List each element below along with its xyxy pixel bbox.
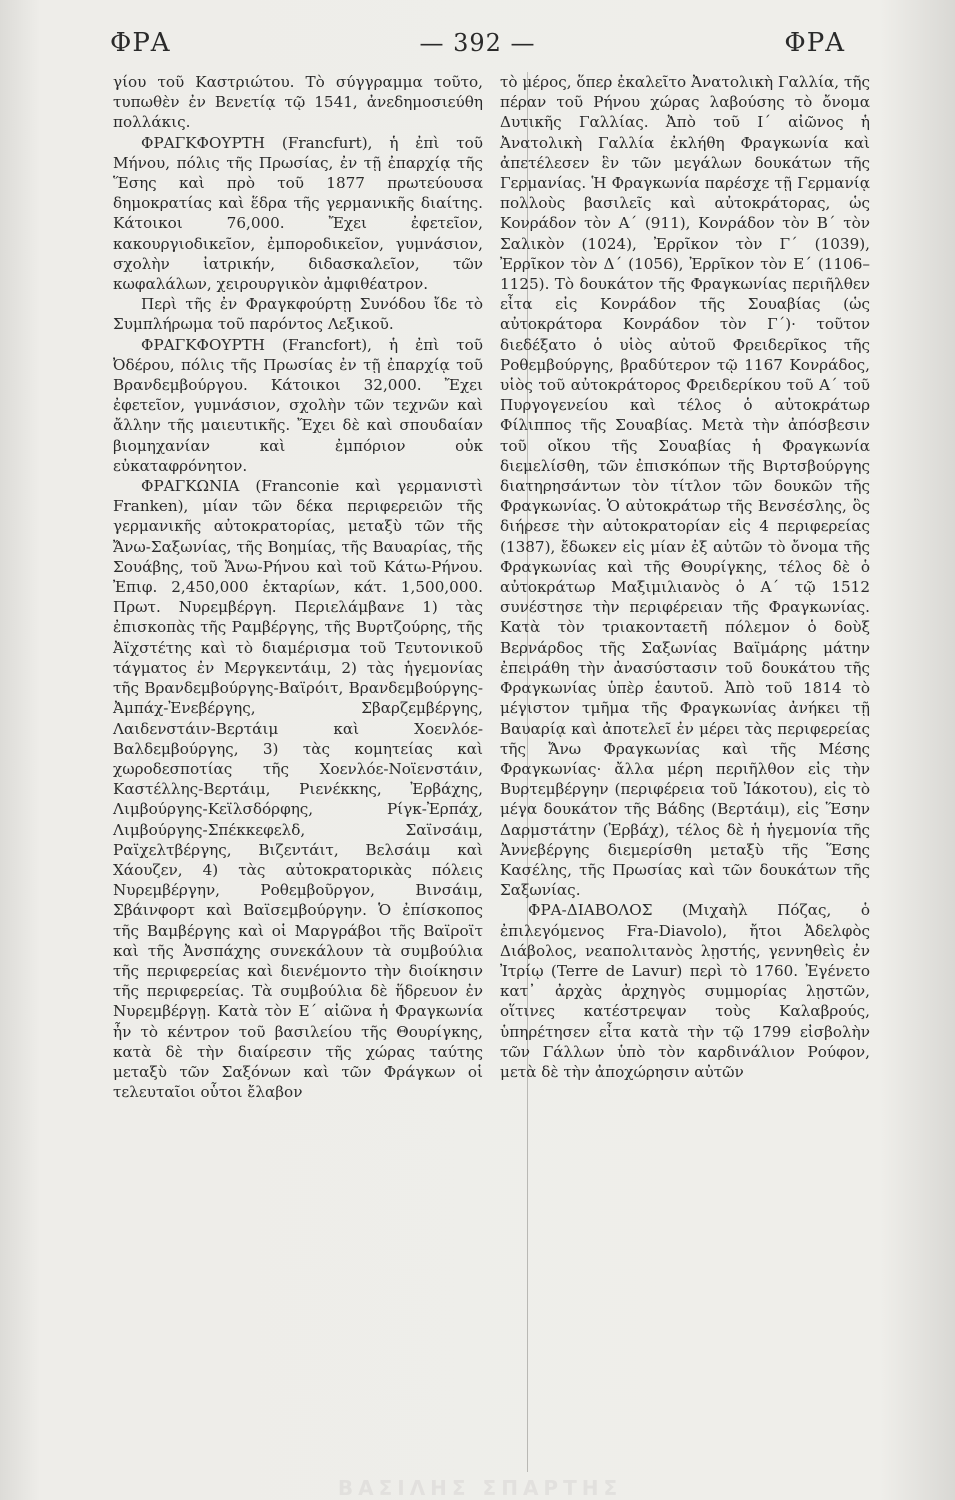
entry-frankfurt-oder: ΦΡΑΓΚΦΟΥΡΤΗ (Francfort), ἡ ἐπὶ τοῦ Ὀδέρου, πόλις τῆς Πρωσίας ἐν τῇ ἐπαρχίᾳ τοῦ Βρανδεμβούργου. Κάτοικοι 32,000. Ἔχει ἐφετεῖον, γυμνάσιον, σχολὴν τῶν τεχνῶν καὶ ἄλλην τῆς μαιευτικῆς. Ἔχει δὲ καὶ σπουδαίαν βιομηχανίαν καὶ ἐμπόριον οὐκ εὐκαταφρόνητον. [113,335,483,475]
right-column [500,72,870,1102]
paragraph-synod-note: Περὶ τῆς ἐν Φραγκφούρτῃ Συνόδου ἴδε τὸ Συμπλήρωμα τοῦ παρόντος Λεξικοῦ. [113,295,483,334]
left-column [113,72,483,1102]
paragraph: γίου τοῦ Καστριώτου. Τὸ σύγγραμμα τοῦτο, τυπωθὲν ἐν Βενετίᾳ τῷ 1541, ἀνεδημοσιεύθη πολλάκις. [113,73,483,132]
entry-frankfurt-main: ΦΡΑΓΚΦΟΥΡΤΗ (Francfurt), ἡ ἐπὶ τοῦ Μήνου, πόλις τῆς Πρωσίας, ἐν τῇ ἐπαρχίᾳ τῆς Ἕσης καὶ πρὸ τοῦ 1877 πρωτεύουσα δημοκρατίας καὶ ἕδρα τῆς γερμανικῆς διαίτης. Κάτοικοι 76,000. Ἔχει ἐφετεῖον, κακουργιοδικεῖον, ἐμποροδικεῖον, γυμνάσιον, σχολὴν ἰατρικήν, διδασκαλεῖον, τῶν κωφαλάλων, χειρουργικὸν ἀμφιθέατρον. [113,133,483,294]
text-columns [113,72,870,1102]
header-right-guide: ΦΡΑ [784,28,845,58]
header-left-guide: ΦΡΑ [110,28,171,58]
entry-fra-diavolo: ΦΡΑ-ΔΙΑΒΟΛΟΣ (Μιχαὴλ Πόζας, ὁ ἐπιλεγόμενος Fra-Diavolo), ἤτοι Ἀδελφὸς Διάβολος, νεαπολιτανὸς λῃστής, γεννηθεὶς ἐν Ἰτρίῳ (Terre de Lavur) περὶ τὸ 1760. Ἐγένετο κατ᾽ ἀρχὰς ἀρχηγὸς συμμορίας λῃστῶν, οἵτινες κατέστρεψαν τοὺς Καλαβρούς, ὑπηρέτησεν εἶτα κατὰ τὴν τῷ 1799 εἰσβολὴν τῶν Γάλλων ὑπὸ τὸν καρδινάλιον Ρούφον, μετὰ δὲ τὴν ἀποχώρησιν αὐτῶν [500,901,870,1081]
paragraph-franconia-continued: τὸ μέρος, ὅπερ ἐκαλεῖτο Ἀνατολικὴ Γαλλία, τῆς πέραν τοῦ Ρήνου χώρας λαβούσης τὸ ὄνομα Δυτικῆς Γαλλίας. Ἀπὸ τοῦ Ι΄ αἰῶνος ἡ Ἀνατολικὴ Γαλλία ἐκλήθη Φραγκωνία καὶ ἀπετέλεσεν ἓν τῶν μεγάλων δουκάτων τῆς Γερμανίας. Ἡ Φραγκωνία παρέσχε τῇ Γερμανίᾳ πολλοὺς βασιλεῖς καὶ αὐτοκράτορας, ὡς Κονράδον τὸν Α΄ (911), Κονράδον τὸν Β΄ τὸν Σαλικὸν (1024), Ἐρρῖκον τὸν Γ΄ (1039), Ἐρρῖκον τὸν Δ΄ (1056), Ἐρρῖκον τὸν Ε΄ (1106–1125). Τὸ δουκάτον τῆς Φραγκωνίας περιῆλθεν εἶτα εἰς Κονράδον τῆς Σουαβίας (ὡς αὐτοκράτορα Κονράδον τὸν Γ΄)· τοῦτον διεδέξατο ὁ υἱὸς αὐτοῦ Φρειδερῖκος τῆς Ροθεμβούργης, βραδύτερον τῷ 1167 Κονράδος, υἱὸς τοῦ αὐτοκράτορος Φρειδερίκου τοῦ Α΄ τοῦ Πυργογενείου καὶ τέλος ὁ αὐτοκράτωρ Φίλιππος τῆς Σουαβίας. Μετὰ τὴν ἀπόσβεσιν τοῦ οἴκου τῆς Σουαβίας ἡ Φραγκωνία διεμελίσθη, τῶν ἐπισκόπων τῆς Βιρτσβούργης διατηρησάντων τὸν τίτλον τῶν δουκῶν τῆς Φραγκωνίας. Ὁ αὐτοκράτωρ τῆς Βενσέσλης, ὃς διήρεσε τὴν αὐτοκρατορίαν εἰς 4 περιφερείας (1387), ἔδωκεν εἰς μίαν ἐξ αὐτῶν τὸ ὄνομα τῆς Φραγκωνίας καὶ τῆς Θουρίγκης, τέλος δὲ ὁ αὐτοκράτωρ Μαξιμιλιανὸς ὁ Α΄ τῷ 1512 συνέστησε τὴν περιφέρειαν τῆς Φραγκωνίας. Κατὰ τὸν τριακονταετῆ πόλεμον ὁ δοὺξ Βερνάρδος τῆς Σαξωνίας Βαϊμάρης μάτην ἐπειράθη τὴν ἀνασύστασιν τοῦ δουκάτου τῆς Φραγκωνίας ὑπὲρ ἑαυτοῦ. Ἀπὸ τοῦ 1814 τὸ μέγιστον τμῆμα τῆς Φραγκωνίας ἀνήκει τῇ Βαυαρίᾳ καὶ ἀποτελεῖ ἐν μέρει τὰς περιφερείας τῆς Ἄνω Φραγκωνίας καὶ τῆς Μέσης Φραγκωνίας· ἄλλα μέρη περιῆλθον εἰς τὴν Βυρτεμβέργην (περιφέρεια τοῦ Ἰάκοτου), εἰς τὸ μέγα δουκάτον τῆς Βάδης (Βερτάιμ), εἰς Ἕσην Δαρμστάτην (Ἐρβάχ), τέλος δὲ ἡ ἡγεμονία τῆς Ἀννεβέργης διεμερίσθη μεταξὺ τῆς Ἕσης Κασέλης, τῆς Πρωσίας καὶ τῶν δουκάτων τῆς Σαξωνίας. [500,73,870,900]
running-header [110,28,845,58]
page-number: — 392 — [419,29,536,57]
entry-franconia: ΦΡΑΓΚΩΝΙΑ (Franconie καὶ γερμανιστὶ Franken), μίαν τῶν δέκα περιφερειῶν τῆς γερμανικῆς αὐτοκρατορίας, μεταξὺ τῶν τῆς Ἄνω-Σαξωνίας, τῆς Βοημίας, τῆς Βαυαρίας, τῆς Σουάβης, τοῦ Ἄνω-Ρήνου καὶ τοῦ Κάτω-Ρήνου. Ἐπιφ. 2,450,000 ἑκταρίων, κάτ. 1,500,000. Πρωτ. Νυρεμβέργη. Περιελάμβανε 1) τὰς ἐπισκοπὰς τῆς Ραμβέργης, τῆς Βυρτζούρης, τῆς Ἀϊχστέτης καὶ τὸ διαμέρισμα τοῦ Τευτονικοῦ τάγματος ἐν Μεργκεντάιμ, 2) τὰς ἡγεμονίας τῆς Βρανδεμβούργης-Βαϊρόιτ, Βρανδεμβούργης-Ἀμπάχ-Ἐνεβέργης, Σβαρζεμβέργης, Λαιδενστάιν-Βερτάιμ καὶ Χοενλόε-Βαλδεμβούργης, 3) τὰς κομητείας καὶ χωροδεσποτίας τῆς Χοενλόε-Νοϊενστάιν, Καστέλλης-Βερτάιμ, Ριενέκκης, Ἐρβάχης, Λιμβούργης-Κεϊλσδόρφης, Ρίγκ-Ἐρπάχ, Λιμβούργης-Σπέκκεφελδ, Σαϊνσάιμ, Ραϊχελτβέργης, Βιζεντάιτ, Βελσάιμ καὶ Χάουζεν, 4) τὰς αὐτοκρατορικὰς πόλεις Νυρεμβέργην, Ροθεμβοῦργον, Βινσάιμ, Σβάινφορτ καὶ Βαϊσεμβούργην. Ὁ ἐπίσκοπος τῆς Βαμβέργης καὶ οἱ Μαργράβοι τῆς Βαϊροϊτ καὶ τῆς Ἀνσπάχης συνεκάλουν τὰ συμβούλια τῆς περιφερείας καὶ διενέμοντο τὴν διοίκησιν τῆς περιφερείας. Τὰ συμβούλια δὲ ἥδρευον ἐν Νυρεμβέργῃ. Κατὰ τὸν Ε΄ αἰῶνα ἡ Φραγκωνία ἦν τὸ κέντρον τοῦ βασιλείου τῆς Θουρίγκης, κατὰ δὲ τὴν διαίρεσιν τῆς χώρας ταύτης μεταξὺ τῶν Σαξόνων καὶ τῶν Φράγκων οἱ τελευταῖοι οὗτοι ἔλαβον [113,477,483,1102]
library-watermark: ΒΑΣΙΛΗΣ ΣΠΑΡΤΗΣ [337,1476,623,1500]
